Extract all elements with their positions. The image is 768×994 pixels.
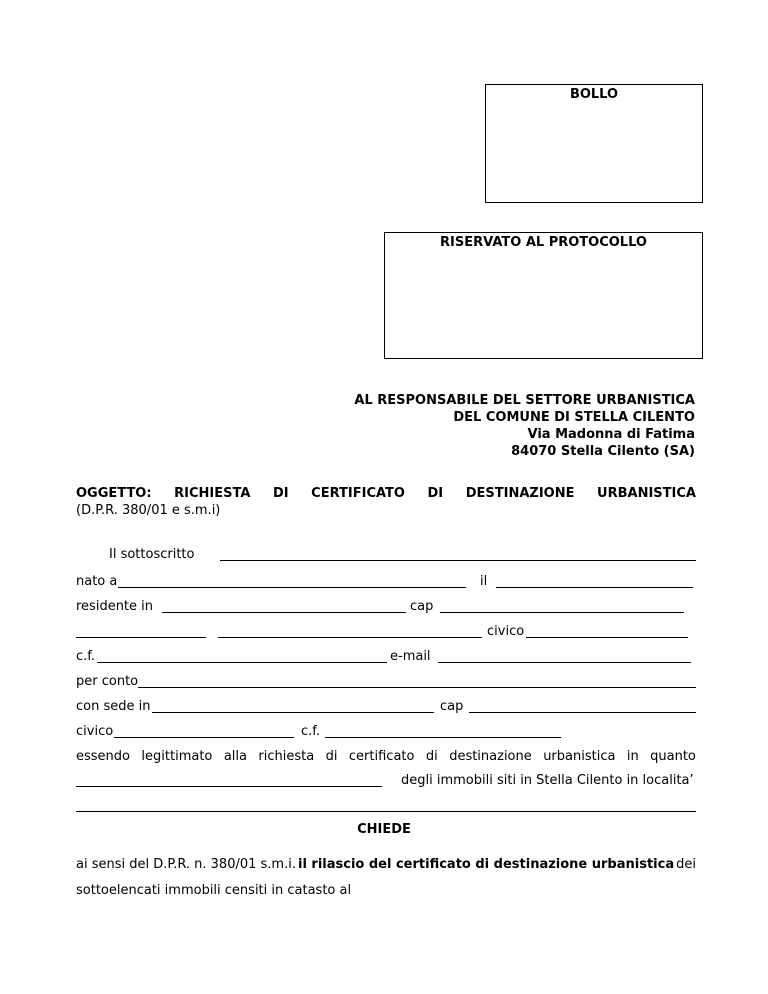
oggetto-word: DESTINAZIONE xyxy=(465,486,575,501)
data-nascita-field[interactable] xyxy=(496,587,693,588)
recipient-line: 84070 Stella Cilento (SA) xyxy=(511,444,695,459)
paragraph-text: ai sensi del D.P.R. n. 380/01 s.m.i. xyxy=(76,857,296,872)
sottoscritto-field[interactable] xyxy=(220,560,696,561)
oggetto-word: RICHIESTA xyxy=(174,486,251,501)
sede-field[interactable] xyxy=(152,712,434,713)
essendo-word: in xyxy=(626,749,639,764)
essendo-word: di xyxy=(325,749,338,764)
paragraph-line-2: sottoelencati immobili censiti in catasto al xyxy=(76,883,352,898)
civico-label: civico xyxy=(487,624,525,639)
essendo-word: di xyxy=(425,749,438,764)
recipient-line: DEL COMUNE DI STELLA CILENTO xyxy=(453,410,695,425)
civico-field[interactable] xyxy=(526,637,688,638)
oggetto-word: DI xyxy=(272,486,289,501)
bollo-box xyxy=(485,84,703,203)
cap2-field[interactable] xyxy=(469,712,696,713)
request-paragraph xyxy=(76,852,696,904)
oggetto-subtitle: (D.P.R. 380/01 e s.m.i) xyxy=(76,503,221,518)
essendo-word: destinazione xyxy=(449,749,532,764)
oggetto-word: CERTIFICATO xyxy=(311,486,405,501)
nato-a-label: nato a xyxy=(76,574,118,589)
essendo-word: richiesta xyxy=(258,749,315,764)
protocollo-box xyxy=(384,232,703,359)
sede-label: con sede in xyxy=(76,699,151,714)
immobili-text: degli immobili siti in Stella Cilento in localita’ xyxy=(401,773,694,788)
paragraph-text: dei xyxy=(676,857,696,872)
recipient-block xyxy=(354,392,695,460)
oggetto-word: OGGETTO: xyxy=(76,486,152,501)
nato-a-field[interactable] xyxy=(118,587,466,588)
essendo-word: essendo xyxy=(76,749,130,764)
civico2-label: civico xyxy=(76,724,114,739)
recipient-line: Via Madonna di Fatima xyxy=(527,427,695,442)
recipient-line: AL RESPONSABILE DEL SETTORE URBANISTICA xyxy=(354,393,695,408)
cf-field[interactable] xyxy=(97,662,387,663)
indirizzo-field-1[interactable] xyxy=(76,637,206,638)
residente-label: residente in xyxy=(76,599,154,614)
essendo-word: certificato xyxy=(348,749,415,764)
email-field[interactable] xyxy=(438,662,691,663)
essendo-word: quanto xyxy=(650,749,696,764)
bollo-label: BOLLO xyxy=(569,87,619,102)
per-conto-field[interactable] xyxy=(138,687,696,688)
essendo-line xyxy=(76,749,696,764)
cap2-label: cap xyxy=(440,699,464,714)
email-label: e-mail xyxy=(390,649,431,664)
civico2-field[interactable] xyxy=(114,737,294,738)
sottoscritto-label: Il sottoscritto xyxy=(109,547,195,562)
cap-label: cap xyxy=(410,599,434,614)
essendo-word: alla xyxy=(223,749,247,764)
cf-label: c.f. xyxy=(76,649,96,664)
residente-field[interactable] xyxy=(162,612,406,613)
paragraph-line-1 xyxy=(76,852,696,878)
paragraph-bold-text: il rilascio del certificato di destinazione urbanistica xyxy=(297,857,675,872)
essendo-word: legittimato xyxy=(141,749,213,764)
oggetto-heading xyxy=(76,486,696,501)
protocollo-label: RISERVATO AL PROTOCOLLO xyxy=(440,235,647,250)
indirizzo-field-2[interactable] xyxy=(218,637,482,638)
localita-field[interactable] xyxy=(76,811,696,812)
oggetto-word: DI xyxy=(427,486,444,501)
per-conto-label: per conto xyxy=(76,674,139,689)
qualifica-field[interactable] xyxy=(76,786,382,787)
cap-field[interactable] xyxy=(440,612,684,613)
essendo-word: urbanistica xyxy=(543,749,616,764)
il-label: il xyxy=(480,574,488,589)
cf2-field[interactable] xyxy=(325,737,561,738)
oggetto-word: URBANISTICA xyxy=(597,486,696,501)
chiede-heading: CHIEDE xyxy=(357,822,411,837)
cf2-label: c.f. xyxy=(301,724,321,739)
